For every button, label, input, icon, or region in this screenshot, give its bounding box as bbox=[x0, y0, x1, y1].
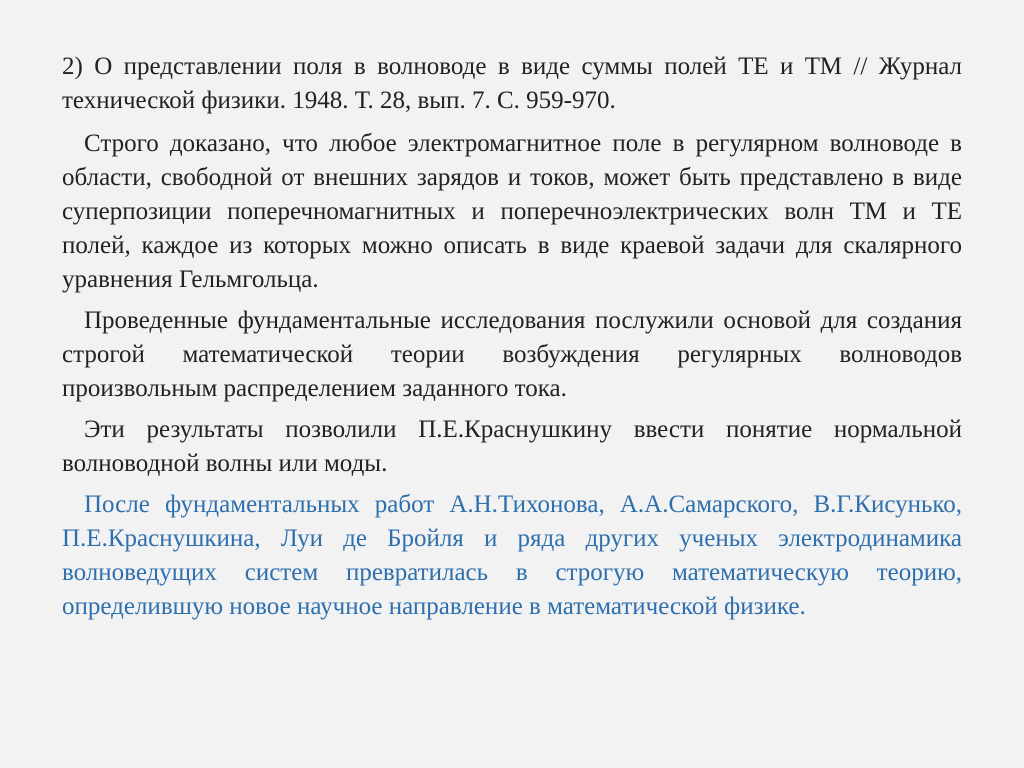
paragraph-mode-concept: Эти результаты позволили П.Е.Краснушкину ввести понятие нормальной волноводной волны или моды. bbox=[62, 416, 962, 477]
paragraph-field-superposition: Строго доказано, что любое электромагнитное поле в регулярном волноводе в области, свободной от внешних зарядов и токов, может быть представлено в виде суперпозиции поперечномагнитных и поперечноэлектрических волн ТМ и ТЕ полей, каждое из которых можно описать в виде краевой задачи для скалярного уравнения Гельмгольца. bbox=[62, 130, 962, 293]
reference-citation: 2) О представлении поля в волноводе в виде суммы полей ТЕ и ТМ // Журнал технической физики. 1948. Т. 28, вып. 7. С. 959-970. bbox=[62, 53, 962, 114]
paragraph-conclusion: После фундаментальных работ А.Н.Тихонова, А.А.Самарского, В.Г.Кисунько, П.Е.Краснушкина, Луи де Бройля и ряда других ученых электродинамика волноведущих систем превратилась в строгую математическую теорию, определившую новое научное направление в математической физике. bbox=[62, 491, 962, 620]
paragraph-excitation-theory: Проведенные фундаментальные исследования послужили основой для создания строгой математической теории возбуждения регулярных волноводов произвольным распределением заданного тока. bbox=[62, 307, 962, 402]
